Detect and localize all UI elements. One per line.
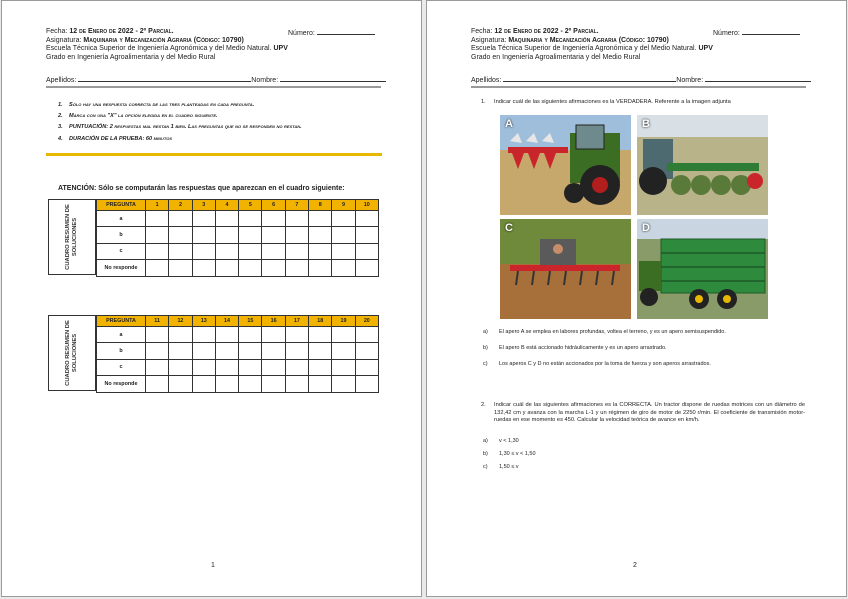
asignatura-value: Maquinaria y Mecanización Agraria (Código: 10790) (508, 36, 669, 44)
row-label: c (97, 243, 146, 259)
answer-cell[interactable] (215, 359, 238, 375)
exam-page-1 (1, 0, 422, 597)
answer-cell[interactable] (355, 260, 378, 276)
answer-cell[interactable] (239, 260, 262, 276)
fecha-value: 12 de Enero de 2022 - 2º Parcial. (494, 28, 599, 35)
question-number: 20 (355, 316, 378, 327)
row-label: b (97, 343, 146, 359)
answer-cell[interactable] (332, 359, 355, 375)
answer-cell[interactable] (332, 343, 355, 359)
asignatura-line (471, 37, 811, 46)
answer-cell[interactable] (169, 227, 192, 243)
answer-cell[interactable] (192, 376, 215, 392)
answer-cell[interactable] (309, 243, 332, 259)
page-header (46, 28, 386, 62)
option-letter: a) (483, 329, 488, 335)
instruction-text: Marca con una "X" la opción elegida en el cuadro siguiente. (69, 113, 218, 120)
fecha-line (471, 28, 811, 37)
answer-cell[interactable] (215, 227, 238, 243)
question-number: 10 (355, 200, 378, 211)
cultivator-image (500, 219, 631, 319)
escuela-upv: UPV (273, 45, 288, 53)
answer-cell[interactable] (239, 211, 262, 227)
row-label: b (97, 227, 146, 243)
apellidos-label: Apellidos: (471, 77, 504, 84)
answer-cell[interactable] (332, 243, 355, 259)
answer-cell[interactable] (355, 243, 378, 259)
fecha-label: Fecha: (471, 28, 495, 35)
answer-cell[interactable] (192, 327, 215, 343)
instruction-number: 2. (58, 113, 63, 120)
header-divider (46, 86, 381, 88)
table-row (97, 359, 379, 375)
answer-cell[interactable] (169, 343, 192, 359)
question-number: 12 (169, 316, 192, 327)
instructions-list (58, 102, 378, 147)
instructions-divider (46, 153, 382, 156)
answer-cell[interactable] (239, 359, 262, 375)
answer-cell[interactable] (332, 227, 355, 243)
answer-cell[interactable] (169, 359, 192, 375)
answer-cell[interactable] (355, 343, 378, 359)
question-1 (481, 99, 811, 107)
instruction-text: DURACIÓN DE LA PRUEBA: 60 minutos (69, 135, 173, 142)
plough-tractor-image (500, 115, 631, 215)
table-header-row (97, 316, 379, 327)
instruction-item (58, 136, 378, 142)
roller-implement-image (637, 115, 768, 215)
row-label: a (97, 327, 146, 343)
instruction-text: PUNTUACIÓN: 2 respuestas mal restan 1 bien. Las preguntas que no se responden no restan. (69, 124, 302, 131)
answer-cell[interactable] (192, 260, 215, 276)
table-row (97, 376, 379, 392)
fecha-line (46, 28, 386, 37)
question-number: 9 (332, 200, 355, 211)
photo-roller (637, 115, 768, 215)
photo-trailer (637, 219, 768, 319)
answer-cell[interactable] (215, 327, 238, 343)
option-letter: b) (483, 345, 488, 351)
answer-cell[interactable] (146, 260, 169, 276)
question-number: 14 (215, 316, 238, 327)
question-number: 1. (481, 99, 486, 105)
nombre-blank[interactable] (280, 75, 386, 82)
answer-cell[interactable] (239, 376, 262, 392)
row-label: c (97, 359, 146, 375)
answer-cell[interactable] (146, 359, 169, 375)
answer-cell[interactable] (309, 327, 332, 343)
answer-cell[interactable] (169, 260, 192, 276)
answer-cell[interactable] (239, 343, 262, 359)
table-row (97, 211, 379, 227)
answer-cell[interactable] (146, 211, 169, 227)
answer-cell[interactable] (332, 211, 355, 227)
answer-cell[interactable] (262, 243, 285, 259)
answer-cell[interactable] (285, 343, 308, 359)
question-number: 19 (332, 316, 355, 327)
answer-cell[interactable] (285, 376, 308, 392)
answer-cell[interactable] (146, 243, 169, 259)
answer-table-1 (96, 199, 379, 277)
table-row (97, 260, 379, 276)
nombre-label: Nombre: (251, 77, 281, 84)
name-fields (46, 75, 386, 84)
answer-cell[interactable] (355, 359, 378, 375)
answer-cell[interactable] (355, 211, 378, 227)
instruction-number: 1. (58, 102, 63, 108)
exam-page-2 (426, 0, 847, 597)
apellidos-blank[interactable] (503, 75, 676, 82)
answer-cell[interactable] (355, 227, 378, 243)
answer-cell[interactable] (309, 260, 332, 276)
answer-cell[interactable] (169, 243, 192, 259)
row-label: a (97, 211, 146, 227)
answer-cell[interactable] (169, 327, 192, 343)
answer-cell[interactable] (309, 227, 332, 243)
escuela-line (471, 45, 811, 54)
fecha-value: 12 de Enero de 2022 - 2º Parcial. (69, 28, 174, 35)
answer-cell[interactable] (262, 359, 285, 375)
question-number: 1 (146, 200, 169, 211)
answer-cell[interactable] (192, 243, 215, 259)
escuela-text: Escuela Técnica Superior de Ingeniería Agronómica y del Medio Natural. (471, 45, 699, 53)
question-number: 13 (192, 316, 215, 327)
asignatura-label: Asignatura: (471, 36, 509, 44)
page-number: 1 (211, 562, 215, 569)
answer-cell[interactable] (239, 227, 262, 243)
page-number: 2 (633, 562, 637, 569)
grid-side-label: CUADRO RESUMEN DE SOLUCIONES (65, 320, 78, 386)
answer-cell[interactable] (285, 327, 308, 343)
answer-cell[interactable] (146, 376, 169, 392)
answer-cell[interactable] (215, 376, 238, 392)
answer-cell[interactable] (262, 327, 285, 343)
option-text: El apero B está accionado hidráulicamente y es un apero arrastrado. (499, 345, 667, 351)
answer-cell[interactable] (332, 260, 355, 276)
answer-cell[interactable] (146, 227, 169, 243)
question-number: 7 (285, 200, 308, 211)
answer-cell[interactable] (215, 260, 238, 276)
answer-cell[interactable] (146, 343, 169, 359)
answer-cell[interactable] (146, 327, 169, 343)
machinery-photos (500, 115, 772, 318)
trailer-image (637, 219, 768, 319)
answer-cell[interactable] (332, 327, 355, 343)
answer-cell[interactable] (169, 376, 192, 392)
table-row (97, 327, 379, 343)
answer-grid-2 (48, 315, 382, 391)
atencion-notice: ATENCIÓN: Sólo se computarán las respuestas que aparezcan en el cuadro siguiente: (58, 185, 345, 192)
answer-cell[interactable] (285, 211, 308, 227)
answer-cell[interactable] (285, 227, 308, 243)
instruction-number: 3. (58, 124, 63, 131)
pregunta-header: PREGUNTA (97, 316, 146, 327)
option-letter: b) (483, 451, 488, 457)
question-2 (481, 402, 805, 425)
photo-label: A (505, 118, 513, 130)
numero-label: Número: (713, 30, 742, 37)
answer-cell[interactable] (309, 343, 332, 359)
answer-cell[interactable] (192, 359, 215, 375)
escuela-line (46, 45, 386, 54)
page-header (471, 28, 811, 62)
option-text: 1,50 ≤ v (499, 464, 519, 470)
asignatura-label: Asignatura: (46, 36, 84, 44)
numero-blank[interactable] (317, 28, 375, 35)
answer-cell[interactable] (169, 211, 192, 227)
option-letter: a) (483, 438, 488, 444)
numero-blank[interactable] (742, 28, 800, 35)
answer-cell[interactable] (262, 343, 285, 359)
answer-cell[interactable] (355, 327, 378, 343)
photo-label: B (642, 118, 650, 130)
answer-cell[interactable] (332, 376, 355, 392)
answer-cell[interactable] (215, 343, 238, 359)
answer-cell[interactable] (192, 343, 215, 359)
q2-option-a[interactable] (483, 438, 519, 444)
option-text: Los aperos C y D no están accionados por la toma de fuerza y son aperos arrastrados. (499, 361, 711, 367)
option-letter: c) (483, 464, 488, 470)
q1-option-c[interactable] (483, 361, 711, 367)
numero-label: Número: (288, 30, 317, 37)
q1-option-a[interactable] (483, 329, 726, 335)
answer-cell[interactable] (309, 376, 332, 392)
answer-cell[interactable] (192, 211, 215, 227)
answer-cell[interactable] (285, 260, 308, 276)
q2-option-b[interactable] (483, 451, 536, 457)
q1-option-b[interactable] (483, 345, 667, 351)
answer-cell[interactable] (309, 211, 332, 227)
answer-cell[interactable] (309, 359, 332, 375)
answer-cell[interactable] (262, 211, 285, 227)
asignatura-value: Maquinaria y Mecanización Agraria (Código: 10790) (83, 36, 244, 44)
question-text: Indicar cuál de las siguientes afirmaciones es la CORRECTA. Un tractor dispone de ruedas motrices con un diámetro de 132,42 cm y avanza con la marcha L-1 y un régimen de giro de motor de 2250 r/min. El coeficiente de transmisión motor-ruedas en ese momento es 450. Calcular la velocidad teórica de avance en km/h. (494, 402, 805, 424)
answer-grid-1 (48, 199, 382, 275)
instruction-item (58, 124, 378, 130)
nombre-label: Nombre: (676, 77, 706, 84)
answer-cell[interactable] (285, 359, 308, 375)
grado-line: Grado en Ingeniería Agroalimentaria y del Medio Rural (471, 53, 641, 61)
answer-cell[interactable] (262, 376, 285, 392)
question-text: Indicar cuál de las siguientes afirmaciones es la VERDADERA. Referente a la imagen adjunta (494, 99, 731, 105)
apellidos-blank[interactable] (78, 75, 251, 82)
fecha-label: Fecha: (46, 28, 70, 35)
question-number: 2. (481, 402, 486, 408)
question-number: 6 (262, 200, 285, 211)
instruction-number: 4. (58, 135, 63, 142)
instruction-item (58, 102, 378, 108)
question-number: 5 (239, 200, 262, 211)
table-row (97, 243, 379, 259)
answer-cell[interactable] (285, 243, 308, 259)
question-number: 8 (309, 200, 332, 211)
option-text: 1,30 ≤ v < 1,50 (499, 451, 536, 457)
answer-cell[interactable] (192, 227, 215, 243)
question-number: 4 (215, 200, 238, 211)
answer-cell[interactable] (355, 376, 378, 392)
q2-option-c[interactable] (483, 464, 519, 470)
question-number: 3 (192, 200, 215, 211)
nombre-blank[interactable] (705, 75, 811, 82)
answer-cell[interactable] (262, 260, 285, 276)
grado-line: Grado en Ingeniería Agroalimentaria y del Medio Rural (46, 53, 216, 61)
escuela-text: Escuela Técnica Superior de Ingeniería Agronómica y del Medio Natural. (46, 45, 274, 53)
table-row (97, 227, 379, 243)
question-number: 17 (285, 316, 308, 327)
answer-cell[interactable] (215, 211, 238, 227)
photo-plough (500, 115, 631, 215)
name-fields (471, 75, 811, 84)
answer-table-2 (96, 315, 379, 393)
row-label: No responde (97, 260, 146, 276)
apellidos-label: Apellidos: (46, 77, 79, 84)
question-number: 16 (262, 316, 285, 327)
question-number: 15 (239, 316, 262, 327)
grid-side-label: CUADRO RESUMEN DE SOLUCIONES (65, 204, 78, 270)
question-number: 2 (169, 200, 192, 211)
question-number: 11 (146, 316, 169, 327)
option-text: El apero A se emplea en labores profundas, voltea el terreno, y es un apero semisuspendido. (499, 329, 726, 335)
photo-cultivator (500, 219, 631, 319)
grid-side-label-box (48, 315, 96, 391)
table-row (97, 343, 379, 359)
answer-cell[interactable] (262, 227, 285, 243)
instruction-text: Sólo hay una respuesta correcta de las tres planteadas en cada pregunta. (69, 102, 255, 108)
photo-label: D (642, 222, 650, 234)
row-label: No responde (97, 376, 146, 392)
table-header-row (97, 200, 379, 211)
escuela-upv: UPV (698, 45, 713, 53)
asignatura-line (46, 37, 386, 46)
photo-label: C (505, 222, 513, 234)
answer-cell[interactable] (239, 243, 262, 259)
instruction-item (58, 113, 378, 119)
answer-cell[interactable] (239, 327, 262, 343)
grid-side-label-box (48, 199, 96, 275)
answer-cell[interactable] (215, 243, 238, 259)
option-text: v < 1,30 (499, 438, 519, 444)
pregunta-header: PREGUNTA (97, 200, 146, 211)
header-divider (471, 86, 806, 88)
question-number: 18 (309, 316, 332, 327)
option-letter: c) (483, 361, 488, 367)
